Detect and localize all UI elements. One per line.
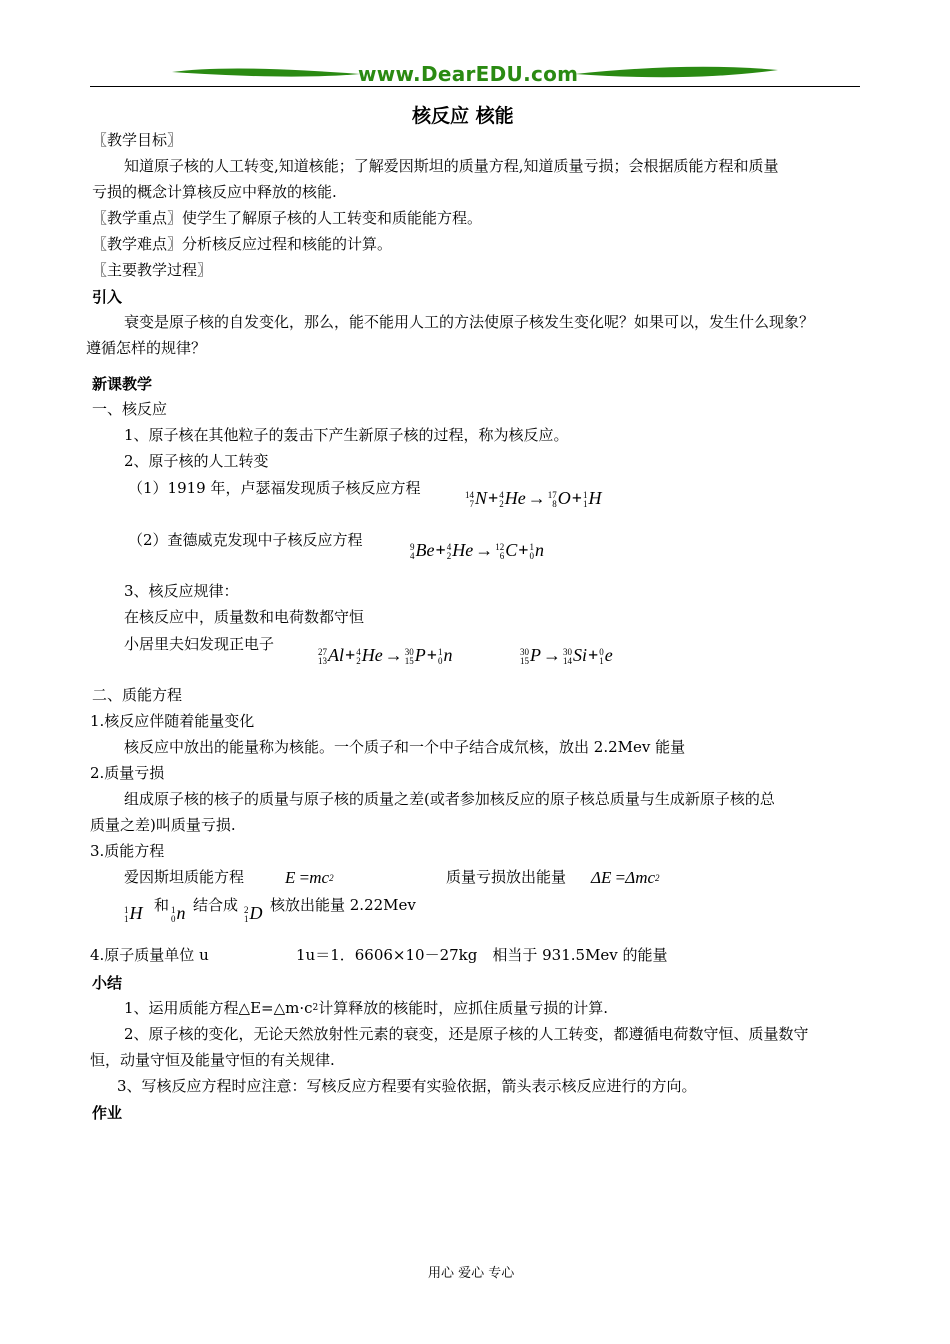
me-item-4: 4.原子质量单位 u bbox=[90, 946, 209, 964]
nuclide-o17: 17 8 O bbox=[547, 488, 571, 509]
mass-energy-heading: 二、质能方程 bbox=[92, 686, 183, 704]
page-footer: 用心 爱心 专心 bbox=[428, 1266, 515, 1281]
nuclide-h1: 1 1 H bbox=[583, 488, 602, 509]
me-item-3b: 质量亏损放出能量 bbox=[446, 868, 567, 886]
page-title: 核反应 核能 bbox=[412, 105, 514, 127]
homework-heading: 作业 bbox=[92, 1104, 123, 1122]
me-item-3: 3.质能方程 bbox=[90, 842, 165, 860]
equation-curie: 27 13 Al+ 4 2 He → 30 15 P+ 1 0 n bbox=[318, 645, 453, 666]
nuclide-he4: 4 2 He bbox=[499, 488, 526, 509]
combine-text: 结合成 bbox=[193, 896, 239, 914]
summary-heading: 小结 bbox=[92, 974, 123, 992]
me-item-4b: 1u＝1．6606×10－27kg 相当于 931.5Mev 的能量 bbox=[296, 946, 668, 964]
nuclide-al27: 27 13 Al bbox=[318, 645, 344, 666]
nuclide-c12: 12 6 C bbox=[495, 540, 518, 561]
release-text: 核放出能量 2.22Mev bbox=[270, 896, 416, 914]
summary-item-2b: 恒，动量守恒及能量守恒的有关规律. bbox=[90, 1051, 335, 1069]
intro-heading: 引入 bbox=[92, 288, 123, 306]
nuclide-be9: 9 4 Be bbox=[410, 540, 435, 561]
deuteron-symbol bbox=[244, 902, 263, 924]
summary-item-1: 1、运用质能方程$\triangle E=\triangle m\cdot c^2$计算释放的核能时，应抓住质量亏损的计算. bbox=[124, 999, 609, 1017]
nuclide-he4: 4 2 He bbox=[446, 540, 474, 561]
me-item-2a: 组成原子核的核子的质量与原子核的质量之差(或者参加核反应的原子核总质量与生成新原子核的总 bbox=[124, 790, 775, 808]
nr-item-3: 3、核反应规律： bbox=[124, 582, 239, 600]
nr-item-3b: 小居里夫妇发现正电子 bbox=[124, 635, 275, 653]
header-rule bbox=[90, 86, 860, 87]
nr-item-1: 1、原子核在其他粒子的轰击下产生新原子核的过程，称为核反应。 bbox=[124, 426, 569, 444]
goal-heading: 〖教学目标〗 bbox=[92, 131, 183, 149]
logo-text: www.DearEDU.com bbox=[358, 62, 579, 86]
process-heading: 〖主要教学过程〗 bbox=[92, 261, 213, 279]
nr-item-2a: （1）1919 年，卢瑟福发现质子核反应方程 bbox=[128, 479, 421, 497]
nuclear-reaction-heading: 一、核反应 bbox=[92, 400, 168, 418]
neutron-symbol bbox=[171, 902, 186, 924]
nuclide-p30: 30 15 P bbox=[520, 645, 541, 666]
nr-item-2b: （2）查德威克发现中子核反应方程 bbox=[128, 531, 363, 549]
nuclide-n1: 1 0 n bbox=[171, 903, 186, 924]
nuclide-n1: 1 0 n bbox=[529, 540, 545, 561]
me-item-2: 2.质量亏损 bbox=[90, 764, 165, 782]
me-item-3a: 爱因斯坦质能方程 bbox=[124, 868, 245, 886]
nuclide-d2: 2 1 D bbox=[244, 903, 263, 924]
summary-item-2a: 2、原子核的变化，无论天然放射性元素的衰变，还是原子核的人工转变，都遵循电荷数守恒、质量数守 bbox=[124, 1025, 809, 1043]
equation-emc2: $E =mc^2$ bbox=[285, 868, 334, 887]
nuclide-n14: 14 7 N bbox=[465, 488, 488, 509]
nr-item-3a: 在核反应中，质量数和电荷数都守恒 bbox=[124, 608, 365, 626]
equation-delta-emc2: ΔE =Δmc$^2$ bbox=[591, 868, 660, 887]
nuclide-si30: 30 14 Si bbox=[563, 645, 588, 666]
me-item-1a: 核反应中放出的能量称为核能。一个质子和一个中子结合成氘核，放出 2.2Mev 能量 bbox=[124, 738, 686, 756]
equation-chadwick: 9 4 Be+ 4 2 He → 12 6 C+ 1 0 n bbox=[410, 540, 545, 561]
difficulty: 〖教学难点〗分析核反应过程和核能的计算。 bbox=[92, 235, 393, 253]
nuclide-he4: 4 2 He bbox=[356, 645, 383, 666]
me-item-2b: 质量之差)叫质量亏损. bbox=[90, 816, 236, 834]
nr-item-2: 2、原子核的人工转变 bbox=[124, 452, 269, 470]
equation-rutherford: 14 7 N+ 4 2 He → 17 8 O+ 1 1 H bbox=[465, 488, 602, 509]
key-point: 〖教学重点〗使学生了解原子核的人工转变和质能能方程。 bbox=[92, 209, 483, 227]
nuclide-p30: 30 15 P bbox=[404, 645, 426, 666]
intro-line-2: 遵循怎样的规律？ bbox=[86, 339, 207, 357]
equation-positron: 30 15 P → 30 14 Si+ 0 1 e bbox=[520, 645, 613, 666]
summary-item-3: 3、写核反应方程时应注意：写核反应方程要有实验依据，箭头表示核反应进行的方向。 bbox=[117, 1077, 697, 1095]
deuteron-line bbox=[124, 902, 143, 924]
me-item-1: 1.核反应伴随着能量变化 bbox=[90, 712, 255, 730]
intro-line-1: 衰变是原子核的自发变化，那么，能不能用人工的方法使原子核发生变化呢？如果可以，发生什么现象？ bbox=[124, 313, 815, 331]
new-lesson-heading: 新课教学 bbox=[92, 375, 153, 393]
goal-line-2: 亏损的概念计算核反应中释放的核能. bbox=[92, 183, 337, 201]
nuclide-positron: 0 1 e bbox=[599, 645, 613, 666]
nuclide-h1: 1 1 H bbox=[124, 903, 143, 924]
goal-line-1: 知道原子核的人工转变,知道核能；了解爱因斯坦的质量方程,知道质量亏损；会根据质能方程和质量 bbox=[124, 157, 779, 175]
nuclide-n1: 1 0 n bbox=[438, 645, 453, 666]
and-text: 和 bbox=[154, 896, 170, 914]
